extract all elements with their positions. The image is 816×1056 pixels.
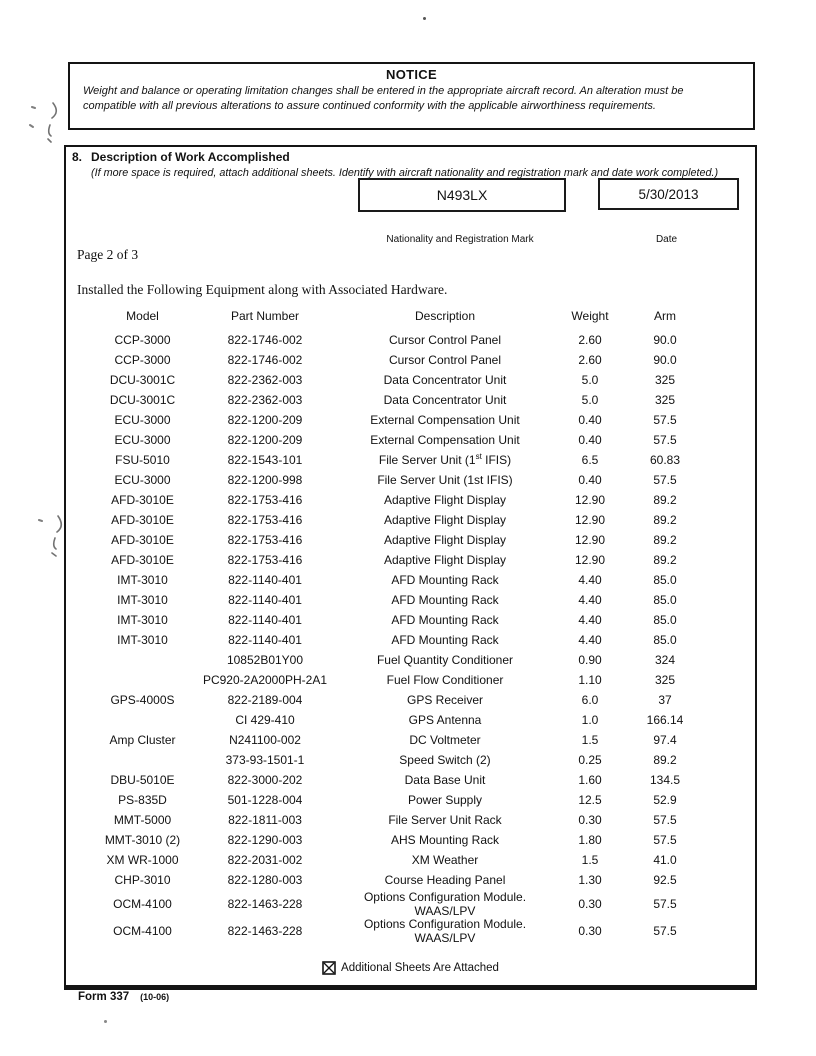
cell-arm: 89.2: [653, 753, 677, 768]
cell-description: Options Configuration Module. WAAS/LPV: [363, 917, 527, 945]
cell-arm: 166.14: [646, 713, 684, 728]
table-row: [95, 511, 700, 531]
cell-arm: 57.5: [653, 896, 677, 911]
cell-part-number: 822-1753-416: [227, 533, 303, 548]
cell-description: Adaptive Flight Display: [383, 553, 507, 568]
cell-weight: 0.30: [578, 896, 602, 911]
cell-model: AFD-3010E: [111, 553, 174, 568]
cell-part-number: 822-2189-004: [227, 693, 303, 708]
table-row: [95, 871, 700, 891]
table-row: [95, 918, 700, 945]
cell-part-number: 822-1200-998: [227, 473, 303, 488]
cell-model: IMT-3010: [117, 633, 168, 648]
cell-weight: 1.5: [581, 853, 599, 868]
table-row: [95, 371, 700, 391]
cell-model: CHP-3010: [114, 873, 171, 888]
cell-description: Adaptive Flight Display: [383, 533, 507, 548]
cell-part-number: 822-1200-209: [227, 433, 303, 448]
additional-sheets-row: [66, 959, 755, 977]
table-row: [95, 611, 700, 631]
cell-part-number: 822-1463-228: [227, 923, 303, 938]
cell-model: CCP-3000: [114, 333, 171, 348]
table-row: [95, 491, 700, 511]
cell-arm: 134.5: [649, 773, 681, 788]
cell-model: CCP-3000: [114, 353, 171, 368]
cell-description: GPS Receiver: [406, 693, 484, 708]
cell-part-number: 501-1228-004: [227, 793, 303, 808]
table-row: [95, 391, 700, 411]
checkbox-x-mark-icon: [324, 963, 334, 973]
section8-title: Description of Work Accomplished: [91, 150, 290, 164]
cell-description: AFD Mounting Rack: [391, 613, 499, 628]
cell-description: Cursor Control Panel: [388, 333, 502, 348]
cell-part-number: 822-1140-401: [228, 573, 302, 588]
cell-part-number: 822-2031-002: [227, 853, 303, 868]
cell-description: Data Concentrator Unit: [383, 393, 507, 408]
table-row: [95, 731, 700, 751]
cell-weight: 1.0: [581, 713, 599, 728]
table-row: [95, 891, 700, 918]
header-arm: Arm: [654, 309, 676, 323]
cell-description: Power Supply: [407, 793, 483, 808]
table-row: [95, 591, 700, 611]
header-weight: Weight: [571, 309, 609, 323]
cell-model: IMT-3010: [117, 573, 168, 588]
table-row: [95, 711, 700, 731]
cell-part-number: PC920-2A2000PH-2A1: [202, 673, 328, 688]
cell-model: PS-835D: [118, 793, 167, 808]
cell-arm: 92.5: [653, 873, 677, 888]
cell-arm: 325: [654, 393, 676, 408]
cell-weight: 4.40: [578, 573, 602, 588]
cell-model: IMT-3010: [117, 613, 168, 628]
cell-weight: 0.30: [578, 923, 602, 938]
table-row: [95, 471, 700, 491]
cell-part-number: 822-1753-416: [227, 553, 303, 568]
cell-model: DCU-3001C: [109, 393, 176, 408]
table-row: [95, 691, 700, 711]
cell-arm: 89.2: [653, 533, 677, 548]
form-name: Form 337: [78, 991, 130, 1003]
cell-arm: 85.0: [653, 593, 677, 608]
additional-sheets-label: Additional Sheets Are Attached: [341, 962, 499, 974]
cell-description: Fuel Flow Conditioner: [386, 673, 504, 688]
cell-description: Options Configuration Module. WAAS/LPV: [363, 890, 527, 918]
cell-arm: 60.83: [649, 453, 681, 468]
notice-body-line2: compatible with all previous alterations to assure continued conformity with the applicable airworthiness requirements.: [83, 100, 656, 113]
equipment-table: [95, 309, 700, 945]
table-row: [95, 451, 700, 471]
cell-model: DCU-3001C: [109, 373, 176, 388]
table-header-row: [95, 309, 700, 331]
cell-description: Data Concentrator Unit: [383, 373, 507, 388]
equipment-rows: [95, 331, 700, 945]
cell-weight: 0.40: [578, 473, 602, 488]
table-row: [95, 331, 700, 351]
cell-arm: 89.2: [653, 513, 677, 528]
cell-part-number: 822-2362-003: [227, 393, 303, 408]
cell-weight: 5.0: [581, 373, 599, 388]
cell-model: ECU-3000: [114, 433, 171, 448]
cell-model: OCM-4100: [113, 923, 172, 938]
cell-model: Amp Cluster: [109, 733, 176, 748]
notice-title: NOTICE: [386, 67, 437, 82]
cell-weight: 1.10: [578, 673, 602, 688]
cell-arm: 89.2: [653, 553, 677, 568]
cell-description: Adaptive Flight Display: [383, 513, 507, 528]
cell-description: AHS Mounting Rack: [390, 833, 500, 848]
scan-artifact-scribble: [26, 99, 62, 145]
date-field[interactable]: [598, 178, 739, 210]
cell-description: Course Heading Panel: [384, 873, 506, 888]
cell-description: AFD Mounting Rack: [391, 633, 499, 648]
cell-model: OCM-4100: [113, 896, 172, 911]
cell-part-number: 822-2362-003: [227, 373, 303, 388]
cell-part-number: 822-1463-228: [227, 896, 303, 911]
cell-arm: 57.5: [653, 833, 677, 848]
cell-weight: 5.0: [581, 393, 599, 408]
cell-part-number: 822-1140-401: [228, 633, 302, 648]
cell-description: AFD Mounting Rack: [391, 573, 499, 588]
cell-part-number: 822-1200-209: [227, 413, 303, 428]
cell-weight: 0.30: [578, 813, 602, 828]
form-revision: (10-06): [140, 992, 170, 1002]
cell-weight: 12.90: [574, 533, 606, 548]
cell-weight: 6.0: [581, 693, 599, 708]
cell-part-number: 822-1746-002: [227, 353, 303, 368]
table-row: [95, 551, 700, 571]
cell-arm: 325: [654, 673, 676, 688]
cell-arm: 85.0: [653, 633, 677, 648]
section8-number: 8.: [72, 150, 83, 164]
table-row: [95, 791, 700, 811]
cell-part-number: 822-1746-002: [227, 333, 303, 348]
cell-part-number: 822-3000-202: [227, 773, 303, 788]
cell-description: Cursor Control Panel: [388, 353, 502, 368]
notice-body-line1: Weight and balance or operating limitation changes shall be entered in the appropriate aircraft record. An alteration must be: [83, 85, 684, 97]
cell-arm: 90.0: [653, 333, 677, 348]
cell-arm: 57.5: [653, 813, 677, 828]
cell-model: AFD-3010E: [111, 513, 174, 528]
cell-weight: 4.40: [578, 613, 602, 628]
cell-weight: 6.5: [581, 453, 599, 468]
intro-text: Installed the Following Equipment along with Associated Hardware.: [77, 282, 448, 297]
section8-box: [64, 145, 757, 990]
cell-arm: 57.5: [653, 923, 677, 938]
table-row: [95, 811, 700, 831]
table-row: [95, 631, 700, 651]
cell-part-number: 822-1753-416: [227, 493, 303, 508]
cell-part-number: N241100-002: [229, 733, 301, 748]
table-row: [95, 851, 700, 871]
cell-model: ECU-3000: [114, 473, 171, 488]
form-footer: [78, 991, 169, 1003]
registration-mark-label: Nationality and Registration Mark: [386, 234, 534, 245]
scan-artifact-scribble: [32, 510, 68, 560]
cell-part-number: 822-1140-401: [228, 593, 302, 608]
cell-description: Speed Switch (2): [399, 753, 491, 768]
cell-arm: 57.5: [653, 433, 677, 448]
cell-part-number: 822-1811-003: [228, 813, 302, 828]
table-row: [95, 411, 700, 431]
header-model: Model: [126, 309, 159, 323]
table-row: [95, 531, 700, 551]
cell-description: File Server Unit (1st IFIS): [378, 452, 512, 468]
cell-weight: 2.60: [578, 333, 602, 348]
cell-part-number: 10852B01Y00: [226, 653, 304, 668]
cell-part-number: 822-1280-003: [227, 873, 303, 888]
cell-arm: 89.2: [653, 493, 677, 508]
cell-description: Data Base Unit: [404, 773, 486, 788]
cell-model: GPS-4000S: [110, 693, 175, 708]
cell-model: AFD-3010E: [111, 533, 174, 548]
table-row: [95, 431, 700, 451]
registration-mark-value: N493LX: [436, 187, 488, 203]
notice-box: [68, 62, 755, 130]
cell-weight: 12.90: [574, 493, 606, 508]
cell-arm: 325: [654, 373, 676, 388]
cell-description: AFD Mounting Rack: [391, 593, 499, 608]
cell-weight: 0.40: [578, 433, 602, 448]
cell-weight: 12.90: [574, 553, 606, 568]
cell-weight: 0.90: [578, 653, 602, 668]
cell-arm: 324: [654, 653, 676, 668]
cell-weight: 1.5: [581, 733, 599, 748]
date-value: 5/30/2013: [638, 186, 699, 202]
cell-weight: 0.40: [578, 413, 602, 428]
cell-description: File Server Unit (1st IFIS): [377, 473, 513, 488]
cell-description: Fuel Quantity Conditioner: [376, 653, 514, 668]
cell-description: Adaptive Flight Display: [383, 493, 507, 508]
cell-model: FSU-5010: [115, 453, 170, 468]
table-row: [95, 751, 700, 771]
header-description: Description: [414, 309, 476, 323]
cell-weight: 4.40: [578, 593, 602, 608]
cell-description: DC Voltmeter: [409, 733, 481, 748]
cell-description: External Compensation Unit: [370, 413, 520, 428]
cell-weight: 12.5: [578, 793, 602, 808]
table-row: [95, 671, 700, 691]
cell-weight: 12.90: [574, 513, 606, 528]
registration-mark-field[interactable]: [358, 178, 566, 212]
date-label: Date: [655, 234, 678, 245]
table-row: [95, 571, 700, 591]
cell-model: XM WR-1000: [106, 853, 179, 868]
cell-model: MMT-3010 (2): [104, 833, 181, 848]
cell-part-number: 822-1140-401: [228, 613, 302, 628]
cell-arm: 85.0: [653, 573, 677, 588]
cell-arm: 97.4: [653, 733, 677, 748]
table-row: [95, 831, 700, 851]
additional-sheets-checkbox[interactable]: [322, 961, 336, 975]
page-indicator: Page 2 of 3: [77, 247, 139, 262]
section8-subtitle: (If more space is required, attach additional sheets. Identify with aircraft nationality and registration mark and date work completed.): [91, 167, 719, 179]
table-row: [95, 351, 700, 371]
cell-model: IMT-3010: [117, 593, 168, 608]
cell-arm: 57.5: [653, 473, 677, 488]
cell-model: MMT-5000: [113, 813, 172, 828]
cell-weight: 4.40: [578, 633, 602, 648]
cell-description: External Compensation Unit: [370, 433, 520, 448]
cell-description: File Server Unit Rack: [388, 813, 502, 828]
section8-heading: [72, 150, 290, 164]
cell-model: DBU-5010E: [110, 773, 175, 788]
cell-part-number: 822-1543-101: [227, 453, 303, 468]
cell-description: GPS Antenna: [408, 713, 482, 728]
cell-arm: 52.9: [653, 793, 677, 808]
cell-arm: 37: [658, 693, 672, 708]
cell-part-number: 822-1753-416: [227, 513, 303, 528]
cell-weight: 1.60: [578, 773, 602, 788]
header-part-number: Part Number: [230, 309, 300, 323]
cell-model: AFD-3010E: [111, 493, 174, 508]
cell-arm: 85.0: [653, 613, 677, 628]
cell-part-number: 822-1290-003: [227, 833, 303, 848]
cell-arm: 57.5: [653, 413, 677, 428]
cell-weight: 0.25: [578, 753, 602, 768]
cell-weight: 2.60: [578, 353, 602, 368]
scan-artifact-dot: [104, 1020, 107, 1023]
cell-model: ECU-3000: [114, 413, 171, 428]
cell-arm: 41.0: [653, 853, 677, 868]
cell-arm: 90.0: [653, 353, 677, 368]
cell-part-number: 373-93-1501-1: [225, 753, 305, 768]
cell-description: XM Weather: [411, 853, 479, 868]
cell-part-number: CI 429-410: [235, 713, 295, 728]
table-row: [95, 771, 700, 791]
scan-artifact-dot: [423, 17, 426, 20]
cell-weight: 1.30: [578, 873, 602, 888]
notice-body: [83, 84, 743, 115]
table-row: [95, 651, 700, 671]
cell-weight: 1.80: [578, 833, 602, 848]
